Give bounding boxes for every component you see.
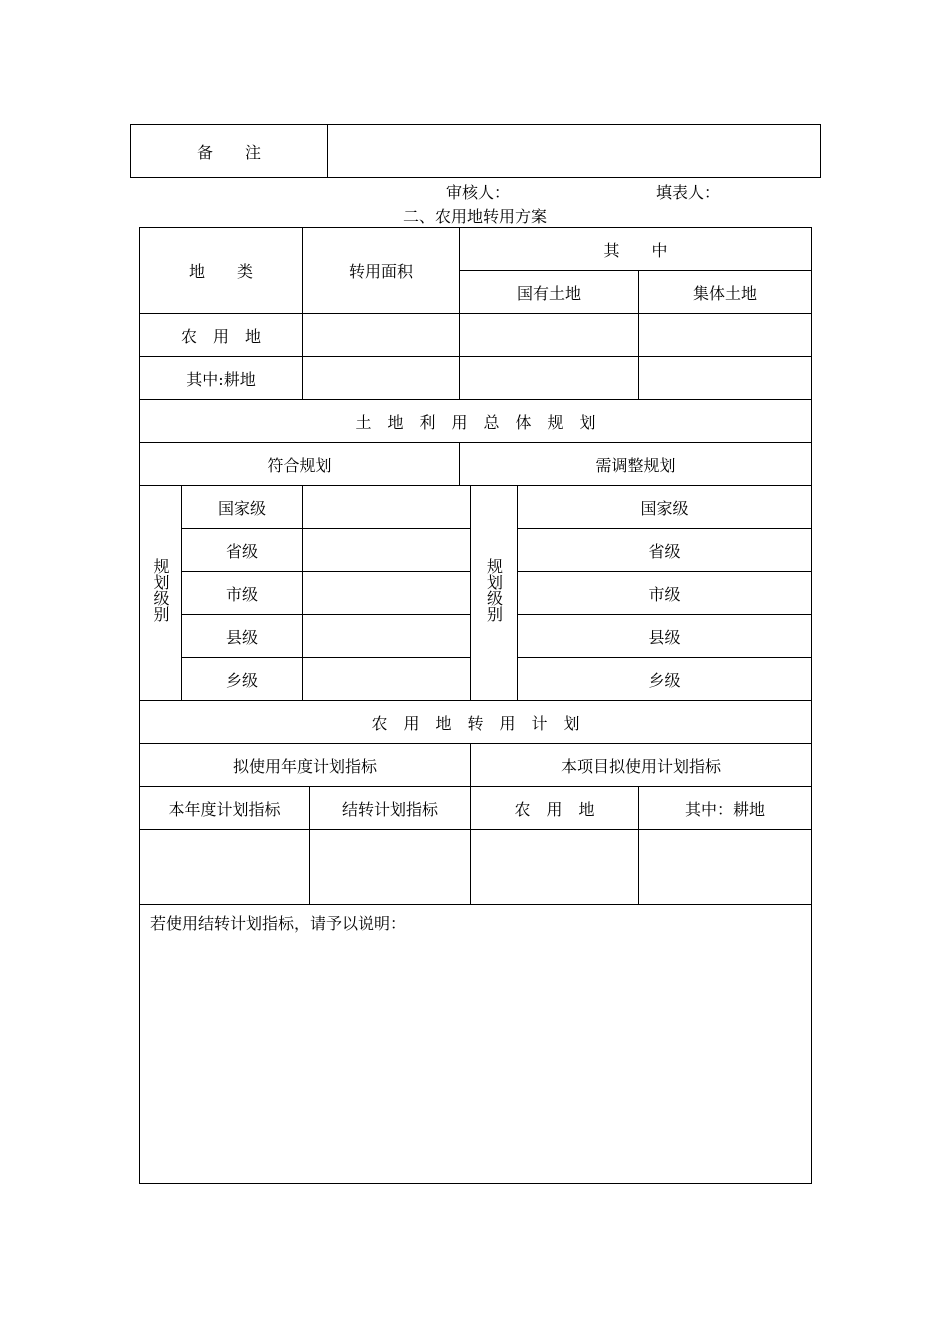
annual-indicator-header: 拟使用年度计划指标 — [140, 744, 471, 787]
conform-level-value[interactable] — [303, 572, 471, 615]
this-year-indicator-value[interactable] — [140, 830, 310, 905]
carryover-indicator-value[interactable] — [310, 830, 471, 905]
conversion-plan-header: 农 用 地 转 用 计 划 — [140, 701, 812, 744]
reviewer-label: 审核人： — [446, 183, 511, 202]
signature-line — [0, 180, 950, 202]
conform-level-value[interactable] — [303, 529, 471, 572]
adjust-plan-header: 需调整规划 — [460, 443, 812, 486]
adjust-level-name: 市级 — [518, 572, 812, 615]
adjust-level-text: 规划级别 — [484, 557, 504, 622]
conform-level-label — [140, 486, 182, 701]
conform-level-name: 县级 — [182, 615, 303, 658]
conform-level-name: 乡级 — [182, 658, 303, 701]
project-cultivated-header: 其中：耕地 — [639, 787, 812, 830]
state-land-header: 国有土地 — [460, 271, 639, 314]
remarks-table — [130, 124, 821, 178]
cultivated-state-cell[interactable] — [460, 357, 639, 400]
carryover-explanation[interactable] — [140, 905, 812, 1184]
this-year-indicator-header: 本年度计划指标 — [140, 787, 310, 830]
project-indicator-header: 本项目拟使用计划指标 — [471, 744, 812, 787]
carryover-indicator-header: 结转计划指标 — [310, 787, 471, 830]
farmland-collective-cell[interactable] — [639, 314, 812, 357]
project-farmland-value[interactable] — [471, 830, 639, 905]
cultivated-row-label: 其中:耕地 — [140, 357, 303, 400]
conform-level-value[interactable] — [303, 658, 471, 701]
conform-level-name: 国家级 — [182, 486, 303, 529]
collective-land-header: 集体土地 — [639, 271, 812, 314]
section-title: 二、农用地转用方案 — [402, 207, 547, 226]
conform-level-text: 规划级别 — [151, 557, 170, 622]
conform-plan-header: 符合规划 — [140, 443, 460, 486]
area-header: 转用面积 — [303, 228, 460, 314]
land-type-header: 地 类 — [140, 228, 303, 314]
remarks-value[interactable] — [328, 125, 821, 178]
adjust-level-name: 县级 — [518, 615, 812, 658]
farmland-state-cell[interactable] — [460, 314, 639, 357]
adjust-level-name: 乡级 — [518, 658, 812, 701]
remarks-label: 备 注 — [131, 125, 328, 178]
conform-level-value[interactable] — [303, 615, 471, 658]
adjust-level-name: 国家级 — [518, 486, 812, 529]
cultivated-area-cell[interactable] — [303, 357, 460, 400]
adjust-level-name: 省级 — [518, 529, 812, 572]
adjust-level-label — [471, 486, 518, 701]
farmland-row-label: 农 用 地 — [140, 314, 303, 357]
cultivated-collective-cell[interactable] — [639, 357, 812, 400]
conform-level-name: 省级 — [182, 529, 303, 572]
conform-level-name: 市级 — [182, 572, 303, 615]
carryover-explanation-label: 若使用结转计划指标，请予以说明： — [150, 914, 407, 933]
planning-header: 土 地 利 用 总 体 规 划 — [140, 400, 812, 443]
farmland-area-cell[interactable] — [303, 314, 460, 357]
project-farmland-header: 农 用 地 — [471, 787, 639, 830]
conform-level-value[interactable] — [303, 486, 471, 529]
conversion-plan-table — [139, 227, 812, 1184]
filler-label: 填表人： — [656, 183, 721, 202]
project-cultivated-value[interactable] — [639, 830, 812, 905]
of-which-header: 其 中 — [460, 228, 812, 271]
